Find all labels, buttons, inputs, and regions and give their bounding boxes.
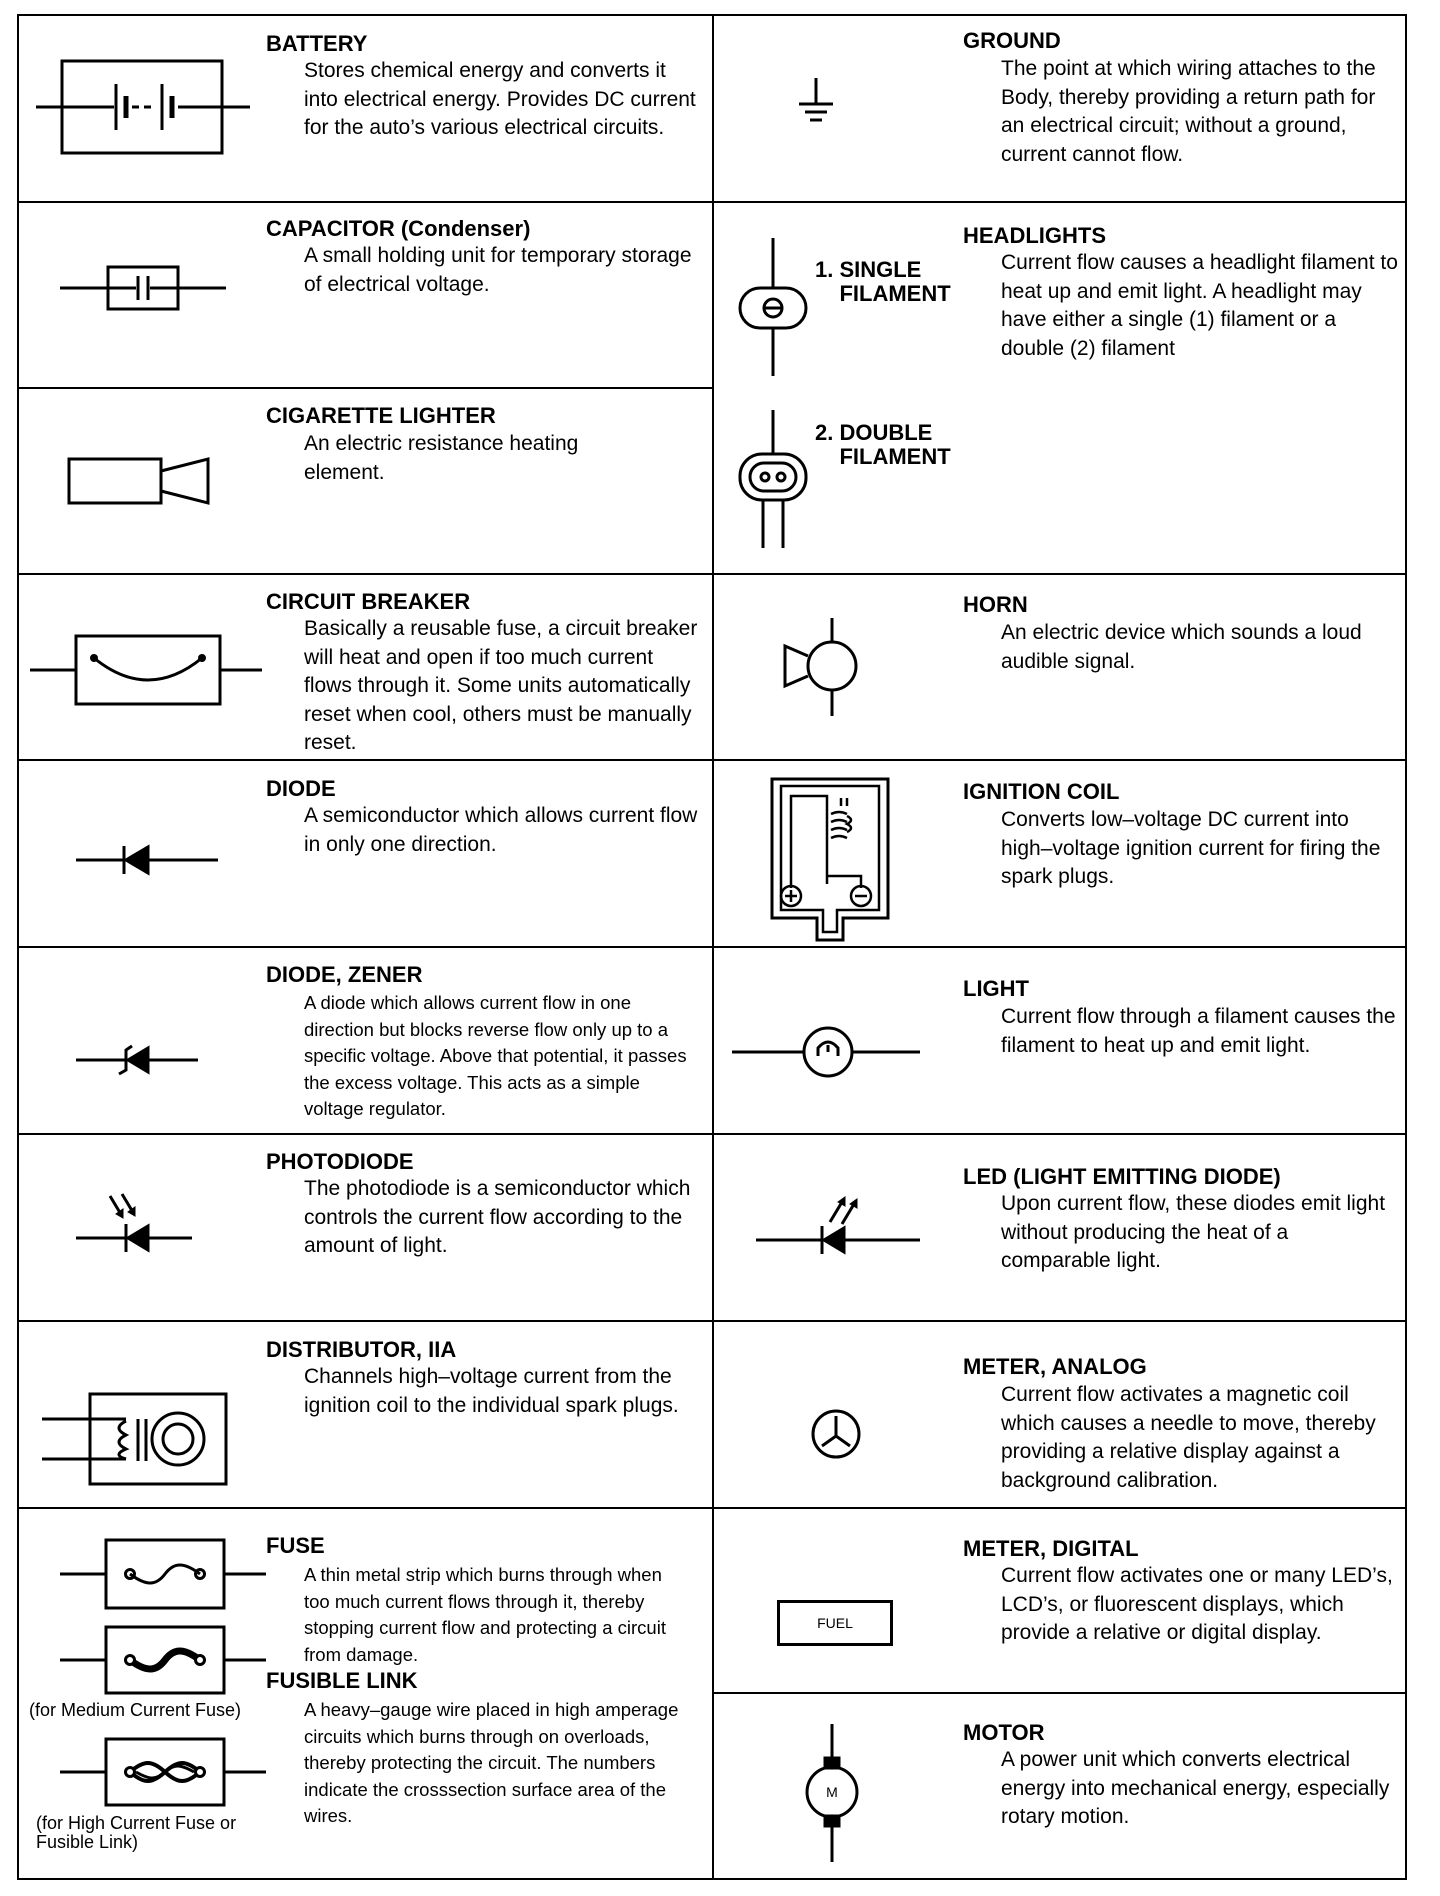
ground-description: The point at which wiring attaches to the Body, thereby providing a return path for an electrical circuit; without a ground, current cannot flow.	[1001, 57, 1376, 166]
circuit-breaker-title: CIRCUIT BREAKER	[266, 589, 471, 614]
row-divider	[712, 1692, 1407, 1694]
medium-current-fuse-caption: (for Medium Current Fuse)	[29, 1700, 242, 1720]
distributor-symbol-icon	[42, 1391, 228, 1487]
horn-description: An electric device which sounds a loud audible signal.	[1001, 621, 1362, 673]
cigarette-lighter-description: An electric resistance heating element.	[304, 432, 579, 484]
row-divider	[17, 759, 714, 761]
circuit-breaker-description: Basically a reusable fuse, a circuit breaker will heat and open if too much current flows through it. Some units automatically reset when cool, others must be manually reset.	[304, 617, 698, 754]
led-symbol-icon	[756, 1194, 920, 1258]
diode-symbol-icon	[76, 842, 218, 878]
headlights-title: HEADLIGHTS	[963, 223, 1106, 248]
motor-symbol-icon	[802, 1724, 862, 1862]
double-filament-label: 2. DOUBLE FILAMENT	[815, 420, 951, 469]
fuse-symbol-icon	[60, 1536, 266, 1612]
ground-title: GROUND	[963, 28, 1061, 53]
motor-letter: M	[826, 1784, 838, 1800]
fuse-title: FUSE	[266, 1533, 325, 1558]
distributor-description: Channels high–voltage current from the ignition coil to the individual spark plugs.	[304, 1365, 679, 1417]
digital-meter-symbol-icon	[777, 1600, 893, 1646]
headlights-description: Current flow causes a headlight filament to heat up and emit light. A headlight may have either a single (1) filament or a double (2) filament	[1001, 251, 1398, 360]
fuel-display-text: FUEL	[817, 1615, 853, 1631]
photodiode-description: The photodiode is a semiconductor which controls the current flow according to the amount of light.	[304, 1177, 691, 1257]
fusible-link-description: A heavy–gauge wire placed in high amperage circuits which burns through on overloads, thereby protecting the circuit. The numbers indicate the crosssection surface area of the wires.	[304, 1699, 679, 1826]
single-filament-headlight-icon	[737, 238, 809, 378]
row-divider	[712, 1133, 1407, 1135]
digital-meter-title: METER, DIGITAL	[963, 1536, 1139, 1561]
row-divider	[17, 201, 714, 203]
circuit-breaker-symbol-icon	[30, 632, 262, 708]
battery-description: Stores chemical energy and converts it into electrical energy. Provides DC current for the auto’s various electrical circuits.	[304, 59, 696, 139]
photodiode-symbol-icon	[76, 1192, 192, 1256]
capacitor-symbol-icon	[60, 264, 226, 312]
cigarette-lighter-symbol-icon	[66, 455, 212, 507]
row-divider	[17, 1507, 714, 1509]
row-divider	[712, 573, 1407, 575]
row-divider	[17, 1133, 714, 1135]
cigarette-lighter-title: CIGARETTE LIGHTER	[266, 403, 496, 428]
fuse-description: A thin metal strip which burns through when too much current flows through it, thereby stopping current flow and protecting a circuit from damage.	[304, 1564, 666, 1665]
double-filament-headlight-icon	[737, 410, 809, 550]
fusible-link-title: FUSIBLE LINK	[266, 1668, 418, 1693]
battery-title: BATTERY	[266, 31, 368, 56]
diode-title: DIODE	[266, 776, 336, 801]
high-current-fuse-caption: (for High Current Fuse or Fusible Link)	[36, 1813, 237, 1852]
capacitor-description: A small holding unit for temporary storage of electrical voltage.	[304, 244, 692, 296]
row-divider	[17, 387, 714, 389]
ground-symbol-icon	[796, 78, 836, 130]
battery-symbol-icon	[36, 58, 250, 158]
digital-meter-description: Current flow activates one or many LED’s, LCD’s, or fluorescent displays, which provide a relative or digital display.	[1001, 1564, 1393, 1644]
analog-meter-symbol-icon	[810, 1408, 862, 1460]
diode-description: A semiconductor which allows current flow in only one direction.	[304, 804, 698, 856]
motor-description: A power unit which converts electrical energy into mechanical energy, especially rotary motion.	[1001, 1748, 1390, 1828]
row-divider	[17, 573, 714, 575]
analog-meter-description: Current flow activates a magnetic coil which causes a needle to move, thereby providing a relative display against a background calibration.	[1001, 1383, 1376, 1492]
capacitor-title: CAPACITOR (Condenser)	[266, 216, 531, 241]
motor-title: MOTOR	[963, 1720, 1045, 1745]
led-title: LED (LIGHT EMITTING DIODE)	[963, 1164, 1281, 1189]
horn-title: HORN	[963, 592, 1028, 617]
row-divider	[17, 1320, 714, 1322]
photodiode-title: PHOTODIODE	[266, 1149, 414, 1174]
led-description: Upon current flow, these diodes emit light without producing the heat of a comparable light.	[1001, 1192, 1386, 1272]
row-divider	[17, 946, 714, 948]
row-divider	[712, 946, 1407, 948]
row-divider	[712, 759, 1407, 761]
analog-meter-title: METER, ANALOG	[963, 1354, 1147, 1379]
fusible-link-symbol-icon	[60, 1736, 266, 1808]
zener-diode-title: DIODE, ZENER	[266, 962, 423, 987]
medium-fusible-link-symbol-icon	[60, 1624, 266, 1696]
zener-diode-description: A diode which allows current flow in one direction but blocks reverse flow only up to a specific voltage. Above that potential, it passes the excess voltage. This acts as a simple voltage regulator.	[304, 992, 687, 1119]
single-filament-label: 1. SINGLE FILAMENT	[815, 257, 951, 306]
row-divider	[712, 1507, 1407, 1509]
light-description: Current flow through a filament causes the filament to heat up and emit light.	[1001, 1005, 1396, 1057]
ignition-coil-symbol-icon	[769, 776, 891, 944]
distributor-title: DISTRIBUTOR, IIA	[266, 1337, 457, 1362]
ignition-coil-title: IGNITION COIL	[963, 779, 1120, 804]
zener-diode-symbol-icon	[76, 1042, 198, 1078]
row-divider	[712, 1320, 1407, 1322]
ignition-coil-description: Converts low–voltage DC current into high–voltage ignition current for firing the spark plugs.	[1001, 808, 1381, 888]
row-divider	[712, 201, 1407, 203]
light-bulb-symbol-icon	[732, 1026, 920, 1078]
horn-symbol-icon	[782, 618, 860, 716]
light-title: LIGHT	[963, 976, 1029, 1001]
